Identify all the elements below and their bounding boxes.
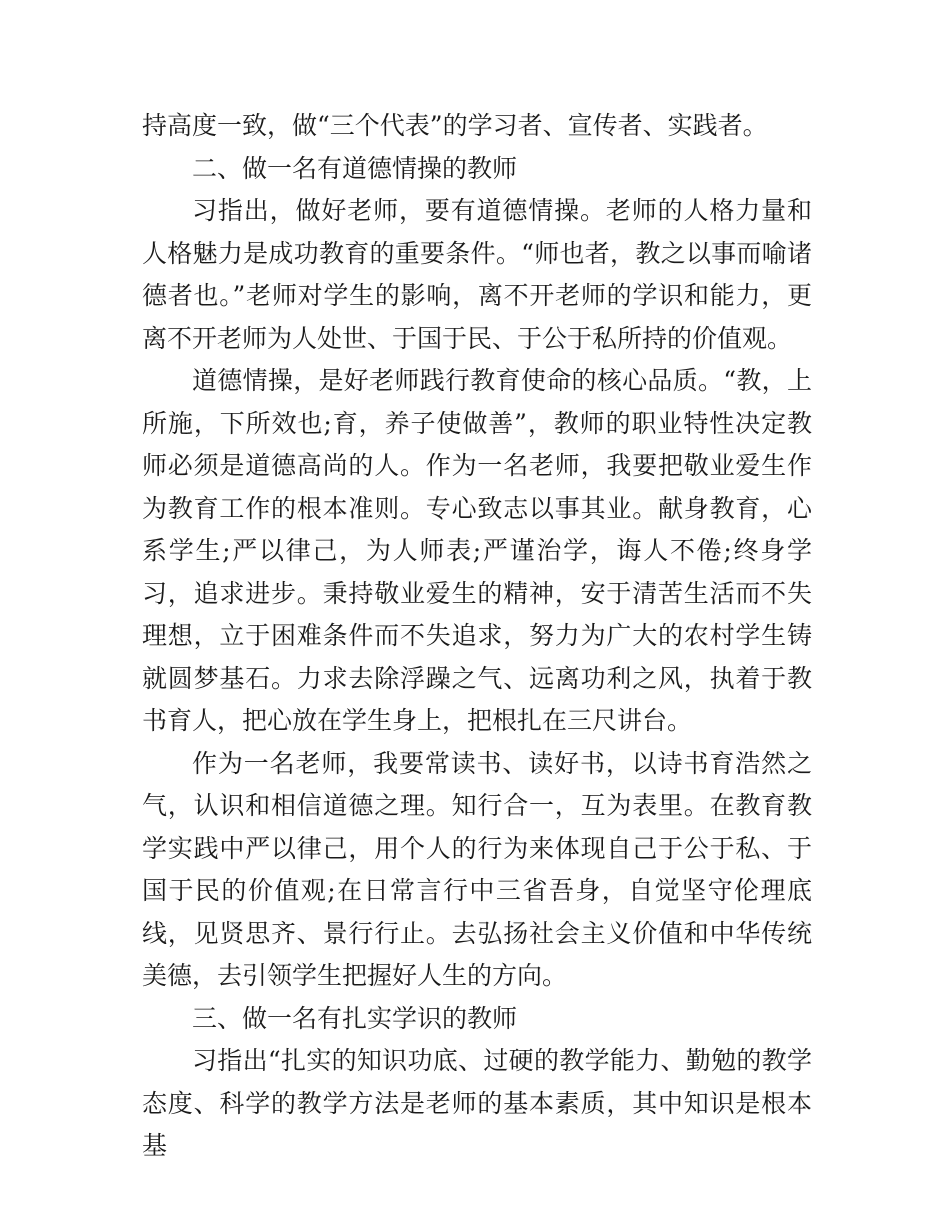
paragraph: 道德情操，是好老师践行教育使命的核心品质。“教，上所施，下所效也;育，养子使做善”，教师的职业特性决定教师必须是道德高尚的人。作为一名老师，我要把敬业爱生作为教育工作的根本准则。专心致志以事其业。献身教育，心系学生;严以律己，为人师表;严谨治学，诲人不倦;终身学习，追求进步。秉持敬业爱生的精神，安于清苦生活而不失理想，立于困难条件而不失追求，努力为广大的农村学生铸就圆梦基石。力求去除浮躁之气、远离功利之风，执着于教书育人，把心放在学生身上，把根扎在三尺讲台。 — [142, 366, 812, 735]
paragraph: 习指出“扎实的知识功底、过硬的教学能力、勤勉的教学态度、科学的教学方法是老师的基本素质，其中知识是根本基 — [142, 1046, 812, 1160]
paragraph: 作为一名老师，我要常读书、读好书，以诗书育浩然之气，认识和相信道德之理。知行合一，互为表里。在教育教学实践中严以律己，用个人的行为来体现自己于公于私、于国于民的价值观;在日常言行中三省吾身，自觉坚守伦理底线，见贤思齐、景行行止。去弘扬社会主义价值和中华传统美德，去引领学生把握好人生的方向。 — [142, 748, 812, 990]
document-body — [142, 105, 812, 1168]
section-heading-solid-knowledge: 三、做一名有扎实学识的教师 — [192, 1003, 518, 1033]
section-heading-moral-character: 二、做一名有道德情操的教师 — [192, 153, 518, 183]
paragraph: 习指出，做好老师，要有道德情操。老师的人格力量和人格魅力是成功教育的重要条件。“师也者，教之以事而喻诸德者也。”老师对学生的影响，离不开老师的学识和能力，更离不开老师为人处世、于国于民、于公于私所持的价值观。 — [142, 196, 812, 353]
paragraph-continuation: 持高度一致，做“三个代表”的学习者、宣传者、实践者。 — [142, 111, 768, 140]
